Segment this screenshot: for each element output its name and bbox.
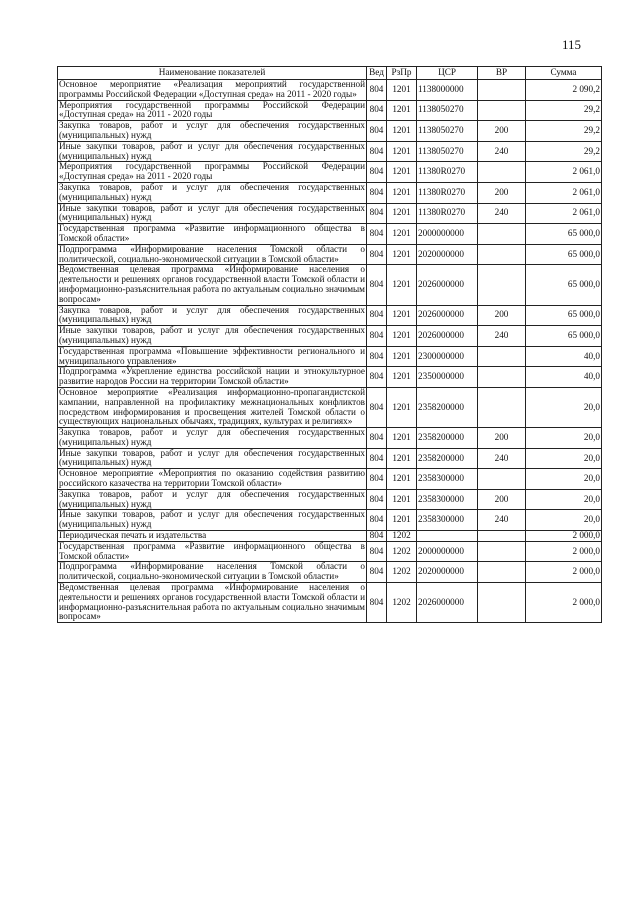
cell-csr: 2300000000 — [417, 346, 478, 367]
table-row — [58, 583, 602, 623]
cell-ved: 804 — [367, 469, 387, 490]
cell-csr: 1138050270 — [417, 121, 478, 142]
cell-name: Подпрограмма «Укрепление единства российской нации и этнокультурное развитие народов России на территории Томской области» — [59, 366, 365, 387]
cell-rzpr: 1201 — [387, 162, 417, 183]
cell-csr: 2358300000 — [417, 489, 478, 510]
cell-csr: 11380R0270 — [417, 162, 478, 183]
cell-rzpr: 1202 — [387, 583, 417, 623]
cell-ved: 804 — [367, 100, 387, 121]
cell-csr — [417, 531, 478, 542]
cell-rzpr: 1201 — [387, 489, 417, 510]
cell-vr — [478, 367, 526, 388]
cell-ved: 804 — [367, 162, 387, 183]
cell-csr: 2358200000 — [417, 428, 478, 449]
cell-ved: 804 — [367, 531, 387, 542]
cell-vr — [478, 469, 526, 490]
table-row — [58, 489, 602, 510]
cell-vr: 240 — [478, 203, 526, 224]
header-sum: Сумма — [526, 67, 602, 80]
table-row — [58, 469, 602, 490]
cell-ved: 804 — [367, 489, 387, 510]
cell-vr — [478, 224, 526, 245]
cell-rzpr: 1202 — [387, 531, 417, 542]
cell-rzpr: 1201 — [387, 326, 417, 347]
cell-csr: 2358300000 — [417, 469, 478, 490]
cell-name: Иные закупки товаров, работ и услуг для обеспечения государственных (муниципальных) нужд — [59, 509, 365, 530]
cell-name: Мероприятия государственной программы Российской Федерации «Доступная среда» на 2011 - 2020 годы — [59, 100, 365, 120]
table-row — [58, 224, 602, 245]
table-row — [58, 305, 602, 326]
header-rzpr: РзПр — [387, 67, 417, 80]
cell-csr: 2358200000 — [417, 387, 478, 427]
cell-csr: 2026000000 — [417, 326, 478, 347]
cell-ved: 804 — [367, 265, 387, 305]
cell-sum: 2 061,0 — [526, 182, 602, 203]
cell-ved: 804 — [367, 510, 387, 531]
cell-ved: 804 — [367, 387, 387, 427]
cell-vr: 200 — [478, 121, 526, 142]
cell-sum: 65 000,0 — [526, 305, 602, 326]
cell-name: Подпрограмма «Информирование населения Томской области о политической, социально-экономической ситуации в Томской области» — [59, 561, 365, 582]
cell-rzpr: 1201 — [387, 346, 417, 367]
cell-sum: 65 000,0 — [526, 244, 602, 265]
cell-sum: 40,0 — [526, 367, 602, 388]
cell-sum: 2 000,0 — [526, 541, 602, 562]
cell-name: Иные закупки товаров, работ и услуг для обеспечения государственных (муниципальных) нужд — [59, 325, 365, 345]
cell-ved: 804 — [367, 367, 387, 388]
cell-rzpr: 1201 — [387, 387, 417, 427]
table-row — [58, 182, 602, 203]
table-row — [58, 162, 602, 183]
cell-csr: 2350000000 — [417, 367, 478, 388]
cell-ved: 804 — [367, 141, 387, 162]
table-row — [58, 100, 602, 121]
table-row — [58, 541, 602, 562]
cell-sum: 65 000,0 — [526, 224, 602, 245]
table-row — [58, 387, 602, 427]
cell-name: Мероприятия государственной программы Российской Федерации «Доступная среда» на 2011 - 2020 годы — [59, 161, 365, 182]
table-row — [58, 121, 602, 142]
cell-ved: 804 — [367, 224, 387, 245]
cell-vr — [478, 583, 526, 623]
cell-rzpr: 1201 — [387, 448, 417, 469]
cell-ved: 804 — [367, 562, 387, 583]
header-vr: ВР — [478, 67, 526, 80]
cell-vr — [478, 387, 526, 427]
cell-vr: 200 — [478, 305, 526, 326]
cell-csr: 1138000000 — [417, 80, 478, 101]
table-row — [58, 531, 602, 542]
cell-sum: 65 000,0 — [526, 326, 602, 347]
cell-rzpr: 1201 — [387, 203, 417, 224]
cell-name: Подпрограмма «Информирование населения Томской области о политической, социально-экономической ситуации в Томской области» — [59, 244, 365, 264]
table-row — [58, 428, 602, 449]
cell-sum: 20,0 — [526, 387, 602, 427]
cell-sum: 2 000,0 — [526, 562, 602, 583]
cell-vr — [478, 162, 526, 183]
cell-vr: 200 — [478, 182, 526, 203]
cell-rzpr: 1201 — [387, 510, 417, 531]
cell-ved: 804 — [367, 244, 387, 265]
cell-ved: 804 — [367, 583, 387, 623]
cell-sum: 2 090,2 — [526, 80, 602, 101]
cell-sum: 29,2 — [526, 121, 602, 142]
cell-sum: 40,0 — [526, 346, 602, 367]
cell-rzpr: 1201 — [387, 305, 417, 326]
cell-ved: 804 — [367, 305, 387, 326]
cell-rzpr: 1202 — [387, 562, 417, 583]
cell-sum: 20,0 — [526, 448, 602, 469]
header-csr: ЦСР — [417, 67, 478, 80]
cell-ved: 804 — [367, 448, 387, 469]
cell-rzpr: 1201 — [387, 367, 417, 388]
cell-rzpr: 1201 — [387, 141, 417, 162]
cell-vr — [478, 100, 526, 121]
cell-rzpr: 1201 — [387, 224, 417, 245]
cell-ved: 804 — [367, 541, 387, 562]
cell-rzpr: 1201 — [387, 121, 417, 142]
cell-vr — [478, 541, 526, 562]
cell-vr: 240 — [478, 448, 526, 469]
cell-rzpr: 1201 — [387, 244, 417, 265]
cell-vr — [478, 244, 526, 265]
cell-sum: 20,0 — [526, 428, 602, 449]
cell-ved: 804 — [367, 182, 387, 203]
cell-csr: 2020000000 — [417, 244, 478, 265]
cell-rzpr: 1201 — [387, 80, 417, 101]
cell-ved: 804 — [367, 80, 387, 101]
table-row — [58, 448, 602, 469]
cell-sum: 20,0 — [526, 510, 602, 531]
table-row — [58, 326, 602, 347]
table-row — [58, 80, 602, 101]
cell-vr — [478, 531, 526, 542]
cell-name: Основное мероприятие «Реализация информационно-пропагандистской кампании, направленной на профилактику межнациональных конфликтов посредством информирования и просвещения жителей Томской области о существующих национальных обычаях, традициях, культурах и религиях» — [59, 387, 365, 427]
header-name: Наименование показателей — [58, 67, 367, 80]
cell-csr: 11380R0270 — [417, 203, 478, 224]
cell-name: Основное мероприятие «Реализация мероприятий государственной программы Российской Федерации «Доступная среда» на 2011 - 2020 годы» — [59, 79, 365, 99]
cell-name: Иные закупки товаров, работ и услуг для обеспечения государственных (муниципальных) нужд — [59, 141, 365, 161]
cell-csr: 1138050270 — [417, 100, 478, 121]
cell-name: Иные закупки товаров, работ и услуг для обеспечения государственных (муниципальных) нужд — [59, 203, 365, 223]
cell-name: Государственная программа «Развитие информационного общества в Томской области» — [59, 541, 365, 561]
cell-sum: 20,0 — [526, 469, 602, 490]
cell-csr: 2020000000 — [417, 562, 478, 583]
cell-sum: 2 000,0 — [526, 531, 602, 542]
cell-sum: 65 000,0 — [526, 265, 602, 305]
cell-vr: 200 — [478, 489, 526, 510]
cell-sum: 2 061,0 — [526, 203, 602, 224]
cell-name: Закупка товаров, работ и услуг для обеспечения государственных (муниципальных) нужд — [59, 489, 365, 509]
cell-name: Ведомственная целевая программа «Информирование населения о деятельности и решениях органов государственной власти Томской области и информационно-разъяснительная работа по актуальным социально значимым вопросам» — [59, 264, 365, 304]
cell-rzpr: 1201 — [387, 428, 417, 449]
table-row — [58, 367, 602, 388]
cell-vr — [478, 265, 526, 305]
cell-name: Государственная программа «Повышение эффективности регионального и муниципального управления» — [59, 346, 365, 366]
cell-sum: 29,2 — [526, 100, 602, 121]
table-row — [58, 510, 602, 531]
cell-name: Закупка товаров, работ и услуг для обеспечения государственных (муниципальных) нужд — [59, 120, 365, 140]
cell-csr: 2000000000 — [417, 541, 478, 562]
cell-rzpr: 1201 — [387, 100, 417, 121]
cell-name: Закупка товаров, работ и услуг для обеспечения государственных (муниципальных) нужд — [59, 182, 365, 202]
cell-rzpr: 1201 — [387, 182, 417, 203]
cell-ved: 804 — [367, 121, 387, 142]
cell-name: Основное мероприятие «Мероприятия по оказанию содействия развитию российского казачества на территории Томской области» — [59, 468, 365, 489]
cell-name: Закупка товаров, работ и услуг для обеспечения государственных (муниципальных) нужд — [59, 305, 365, 325]
table-row — [58, 346, 602, 367]
cell-sum: 2 061,0 — [526, 162, 602, 183]
cell-vr: 240 — [478, 141, 526, 162]
cell-csr: 2358300000 — [417, 510, 478, 531]
cell-vr: 240 — [478, 510, 526, 531]
table-row — [58, 562, 602, 583]
cell-rzpr: 1201 — [387, 265, 417, 305]
cell-ved: 804 — [367, 203, 387, 224]
cell-name: Государственная программа «Развитие информационного общества в Томской области» — [59, 223, 365, 243]
cell-name: Ведомственная целевая программа «Информирование населения о деятельности и решениях органов государственной власти Томской области и информационно-разъяснительная работа по актуальным социально значимым вопросам» — [59, 582, 365, 622]
cell-name: Закупка товаров, работ и услуг для обеспечения государственных (муниципальных) нужд — [59, 427, 365, 447]
cell-vr — [478, 562, 526, 583]
table-row — [58, 203, 602, 224]
budget-table — [57, 66, 602, 623]
cell-csr: 2026000000 — [417, 305, 478, 326]
cell-rzpr: 1201 — [387, 469, 417, 490]
cell-sum: 2 000,0 — [526, 583, 602, 623]
header-ved: Вед — [367, 67, 387, 80]
cell-name: Иные закупки товаров, работ и услуг для обеспечения государственных (муниципальных) нужд — [59, 448, 365, 468]
cell-ved: 804 — [367, 428, 387, 449]
cell-vr — [478, 346, 526, 367]
cell-ved: 804 — [367, 326, 387, 347]
cell-csr: 2000000000 — [417, 224, 478, 245]
cell-vr: 240 — [478, 326, 526, 347]
table-header-row — [58, 67, 602, 80]
cell-name: Периодическая печать и издательства — [58, 531, 367, 542]
cell-csr: 2358200000 — [417, 448, 478, 469]
cell-csr: 2026000000 — [417, 583, 478, 623]
cell-csr: 11380R0270 — [417, 182, 478, 203]
page-number: 115 — [562, 37, 582, 52]
cell-rzpr: 1202 — [387, 541, 417, 562]
cell-sum: 20,0 — [526, 489, 602, 510]
cell-vr — [478, 80, 526, 101]
table-row — [58, 244, 602, 265]
cell-csr: 1138050270 — [417, 141, 478, 162]
cell-vr: 200 — [478, 428, 526, 449]
cell-csr: 2026000000 — [417, 265, 478, 305]
table-row — [58, 141, 602, 162]
cell-ved: 804 — [367, 346, 387, 367]
table-row — [58, 265, 602, 305]
cell-sum: 29,2 — [526, 141, 602, 162]
table-body — [58, 80, 602, 623]
